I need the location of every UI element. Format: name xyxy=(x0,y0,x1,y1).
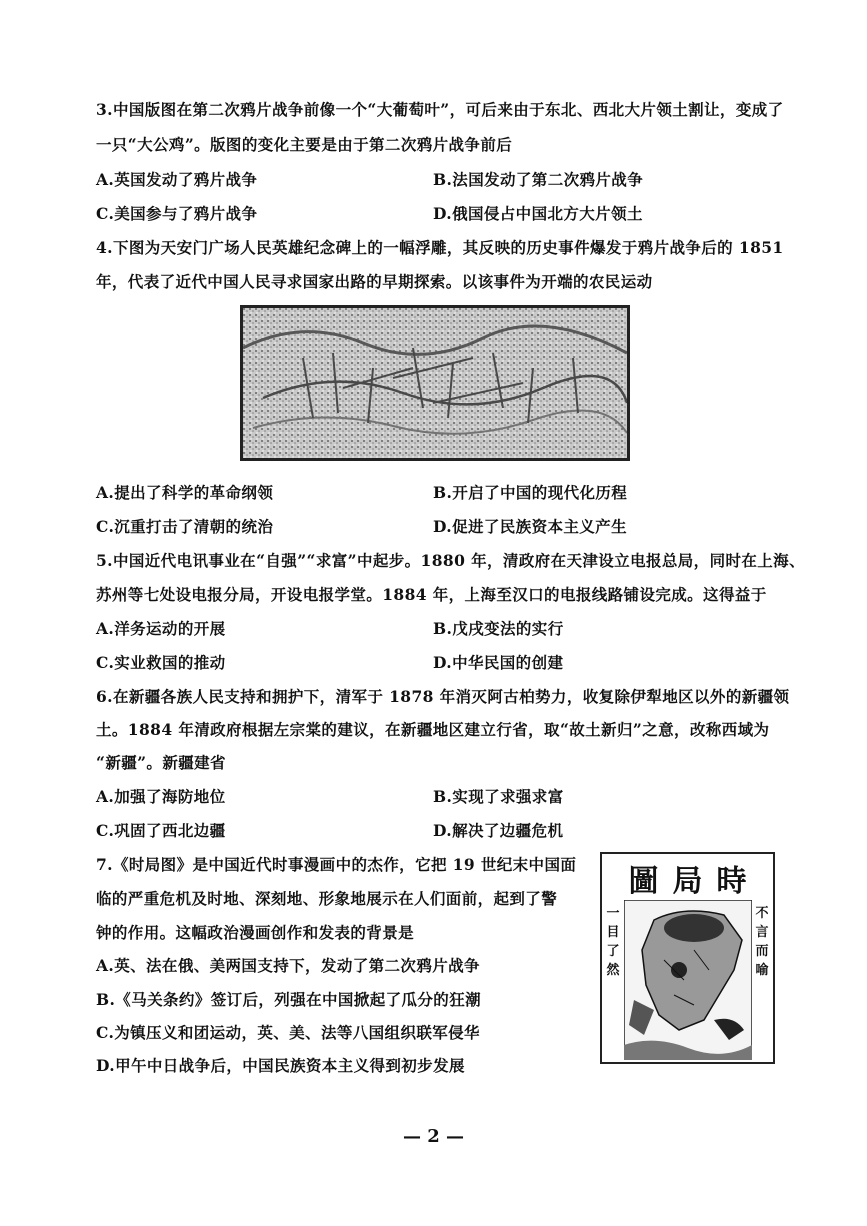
cartoon-left-char: 然 xyxy=(606,963,620,978)
cartoon-right-char: 而 xyxy=(755,944,769,959)
q5-option-b: B.戊戌变法的实行 xyxy=(433,619,564,638)
q7-option-a: A.英、法在俄、美两国支持下，发动了第二次鸦片战争 xyxy=(96,956,480,975)
cartoon-right-char: 不 xyxy=(755,906,769,921)
q5-option-d: D.中华民国的创建 xyxy=(433,653,564,672)
q6-option-a: A.加强了海防地位 xyxy=(96,787,226,806)
q4-line-2: 年，代表了近代中国人民寻求国家出路的早期探索。以该事件为开端的农民运动 xyxy=(96,272,653,291)
q7-line-2: 临的严重危机及时地、深刻地、形象地展示在人们面前，起到了警 xyxy=(96,889,558,908)
q6-line-1: 6.在新疆各族人民支持和拥护下，清军于 1878 年消灭阿古柏势力，收复除伊犁地区以外的新疆领 xyxy=(96,687,790,706)
q3-option-c: C.美国参与了鸦片战争 xyxy=(96,204,258,223)
q6-option-c: C.巩固了西北边疆 xyxy=(96,821,226,840)
relief-engraving xyxy=(243,308,627,458)
q4-option-d: D.促进了民族资本主义产生 xyxy=(433,517,627,536)
q6-line-2: 土。1884 年清政府根据左宗棠的建议，在新疆地区建立行省，取“故土新归”之意，改称西域为 xyxy=(96,720,770,739)
q3-line-2: 一只“大公鸡”。版图的变化主要是由于第二次鸦片战争前后 xyxy=(96,135,513,154)
q7-line-3: 钟的作用。这幅政治漫画创作和发表的背景是 xyxy=(96,923,415,942)
q7-line-1: 7.《时局图》是中国近代时事漫画中的杰作，它把 19 世纪末中国面 xyxy=(96,855,577,874)
cartoon-left-char: 目 xyxy=(606,925,620,940)
cartoon-map-drawing xyxy=(624,900,752,1060)
q3-option-a: A.英国发动了鸦片战争 xyxy=(96,170,258,189)
q6-line-3: “新疆”。新疆建省 xyxy=(96,753,226,772)
cartoon-left-text xyxy=(606,904,620,980)
q4-option-a: A.提出了科学的革命纲领 xyxy=(96,483,274,502)
q4-option-c: C.沉重打击了清朝的统治 xyxy=(96,517,274,536)
q5-line-1: 5.中国近代电讯事业在“自强”“求富”中起步。1880 年，清政府在天津设立电报总局，同时在上海、 xyxy=(96,551,805,570)
q6-option-d: D.解决了边疆危机 xyxy=(433,821,564,840)
q5-option-a: A.洋务运动的开展 xyxy=(96,619,226,638)
q5-option-c: C.实业救国的推动 xyxy=(96,653,226,672)
q5-line-2: 苏州等七处设电报分局，开设电报学堂。1884 年，上海至汉口的电报线路铺设完成。这得益于 xyxy=(96,585,767,604)
cartoon-left-char: 了 xyxy=(606,944,620,959)
cartoon-right-text xyxy=(755,904,769,980)
q3-option-b: B.法国发动了第二次鸦片战争 xyxy=(433,170,644,189)
q6-option-b: B.实现了求强求富 xyxy=(433,787,564,806)
cartoon-left-char: 一 xyxy=(606,906,620,921)
q3-option-d: D.俄国侵占中国北方大片领土 xyxy=(433,204,643,223)
q7-option-b: B.《马关条约》签订后，列强在中国掀起了瓜分的狂潮 xyxy=(96,990,481,1009)
monument-relief-image xyxy=(240,305,630,461)
shijutu-cartoon xyxy=(600,852,775,1064)
q7-option-c: C.为镇压义和团运动，英、美、法等八国组织联军侵华 xyxy=(96,1023,480,1042)
page-number: — 2 — xyxy=(402,1126,465,1147)
q4-option-b: B.开启了中国的现代化历程 xyxy=(433,483,628,502)
cartoon-right-char: 言 xyxy=(755,925,769,940)
cartoon-title: 圖局時 xyxy=(628,864,761,899)
q7-option-d: D.甲午中日战争后，中国民族资本主义得到初步发展 xyxy=(96,1056,465,1075)
cartoon-right-char: 喻 xyxy=(755,963,769,978)
q3-line-1: 3.中国版图在第二次鸦片战争前像一个“大葡萄叶”，可后来由于东北、西北大片领土割让，变成了 xyxy=(96,100,784,119)
q4-line-1: 4.下图为天安门广场人民英雄纪念碑上的一幅浮雕，其反映的历史事件爆发于鸦片战争后的 1851 xyxy=(96,238,784,257)
